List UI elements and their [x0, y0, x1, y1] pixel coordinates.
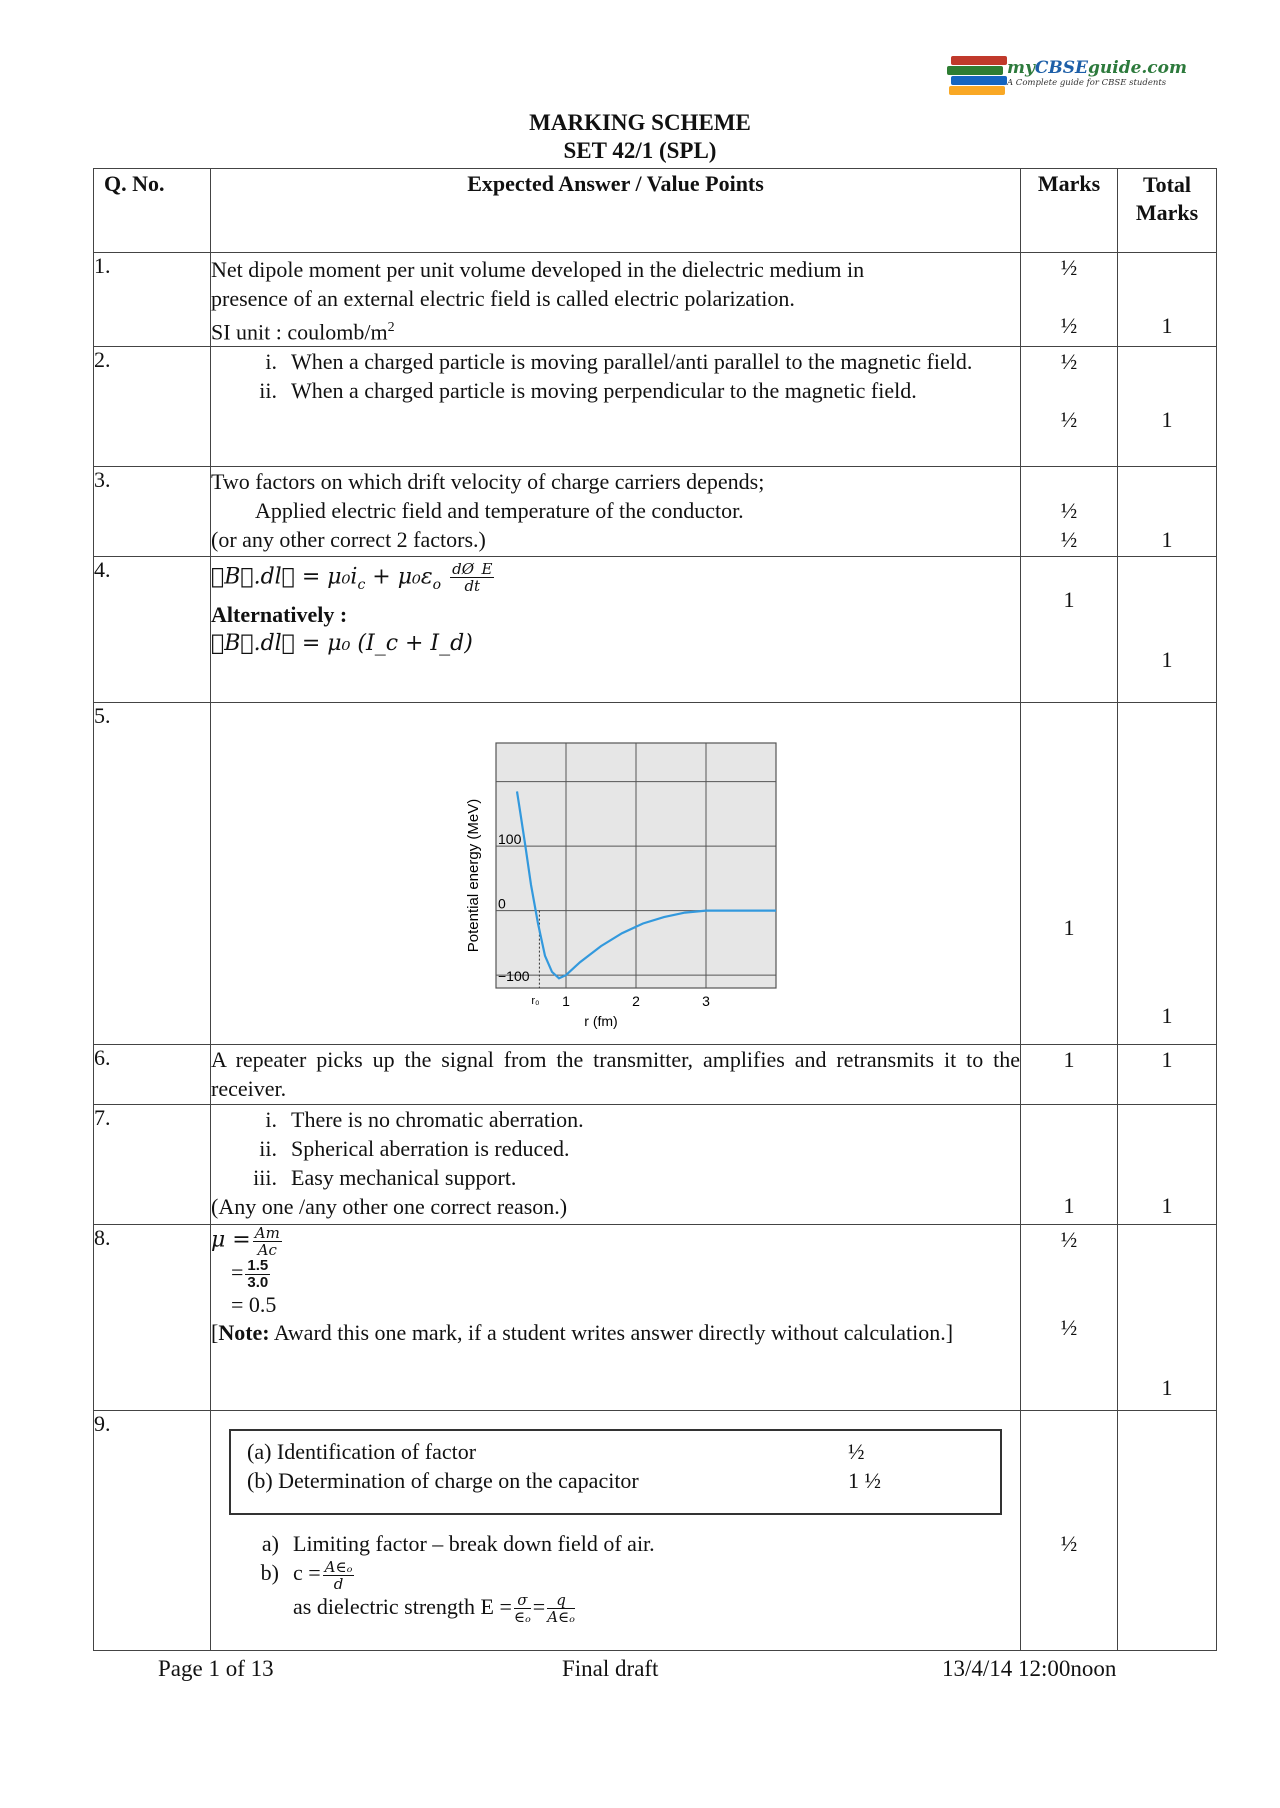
total-cell: 1 [1118, 1045, 1217, 1105]
answer-text: SI unit : coulomb/$m^2$ [211, 319, 395, 345]
marking-table [93, 168, 1217, 1651]
site-logo [945, 46, 1187, 100]
list-item: (b) Determination of charge on the capacitor 1 ½ [247, 1468, 881, 1494]
table-row [94, 467, 1217, 557]
books-icon [945, 48, 1003, 98]
answer-text: Two factors on which drift velocity of charge carriers depends; [211, 469, 765, 495]
list-item: i. There is no chromatic aberration. [265, 1107, 584, 1133]
potential-energy-chart [456, 723, 816, 1043]
y-tick-label: 100 [498, 831, 522, 848]
marks-cell: ½ ½ [1021, 253, 1118, 347]
question-number: 2. [94, 347, 211, 467]
total-cell: 1 [1118, 1225, 1217, 1411]
y-tick-label: −100 [498, 968, 530, 985]
alternatively-label: Alternatively : [211, 602, 348, 628]
answer-text: presence of an external electric field is called electric polarization. [211, 286, 795, 311]
logo-tagline: A Complete guide for CBSE students [1006, 78, 1167, 88]
header-total: Total Marks [1118, 169, 1217, 253]
answer-cell [211, 253, 1021, 347]
marks-cell: ½ ½ [1021, 467, 1118, 557]
dielectric-strength-formula: as dielectric strength E = $\frac{\sigma}{\text{∈ₒ}}$ = $\frac{q}{\text{A∈ₒ}}$ [293, 1591, 575, 1627]
list-item: iii. Easy mechanical support. [253, 1165, 517, 1191]
x-tick-label: 2 [632, 993, 640, 1010]
question-number: 7. [94, 1105, 211, 1225]
logo-brand: myCBSEguide.com [1006, 58, 1187, 78]
total-cell: 1 [1118, 467, 1217, 557]
total-cell [1118, 1411, 1217, 1651]
table-row [94, 703, 1217, 1045]
table-row [94, 1105, 1217, 1225]
y-tick-label: 0 [498, 895, 506, 912]
x-tick-label: 1 [562, 993, 570, 1010]
answer-cell [211, 1411, 1021, 1651]
total-cell: 1 [1118, 253, 1217, 347]
header-answer: Expected Answer / Value Points [211, 169, 1021, 253]
answer-cell [211, 557, 1021, 703]
marks-cell: 1 [1021, 1045, 1118, 1105]
marks-cell: ½ ½ [1021, 347, 1118, 467]
table-row [94, 1411, 1217, 1651]
list-item: b) c = $\frac{\text{A∈ₒ}}{d}$ [260, 1557, 353, 1593]
question-number: 4. [94, 557, 211, 703]
header-marks: Marks [1021, 169, 1118, 253]
question-number: 8. [94, 1225, 211, 1411]
answer-text: Applied electric field and temperature of the conductor. [255, 498, 744, 524]
marks-cell: ½ [1021, 1411, 1118, 1651]
total-cell: 1 [1118, 347, 1217, 467]
list-item: ii. When a charged particle is moving perpendicular to the magnetic field. [259, 378, 917, 404]
list-item: (a) Identification of factor ½ [247, 1439, 865, 1465]
draft-label: Final draft [562, 1656, 659, 1681]
answer-cell: A repeater picks up the signal from the transmitter, amplifies and retransmits it to the receiver. [211, 1045, 1021, 1105]
page-subtitle: SET 42/1 (SPL) [563, 138, 717, 163]
total-cell: 1 [1118, 1105, 1217, 1225]
x-tick-label: 3 [702, 993, 710, 1010]
answer-cell [211, 703, 1021, 1045]
answer-text: (or any other correct 2 factors.) [211, 527, 486, 553]
r0-label: r₀ [531, 995, 540, 1008]
table-row [94, 1225, 1217, 1411]
list-item: a) Limiting factor – break down field of air. [261, 1531, 655, 1557]
marks-cell: 1 [1021, 703, 1118, 1045]
x-axis-label: r (fm) [584, 1013, 618, 1030]
page-title: MARKING SCHEME [529, 110, 751, 135]
question-number: 9. [94, 1411, 211, 1651]
question-number: 6. [94, 1045, 211, 1105]
date-label: 13/4/14 12:00noon [942, 1656, 1117, 1681]
mu-formula: μ = $\frac{Am}{Ac}$ [211, 1224, 280, 1260]
table-row [94, 253, 1217, 347]
table-row [94, 557, 1217, 703]
mu-substitution: = $\frac{1.5}{3.0}$ [231, 1257, 269, 1292]
marking-split-box [229, 1429, 1002, 1515]
alternative-equation: ∮B⃗.dl⃗ = μ₀ (I_c + I_d) [211, 631, 473, 657]
header-qno: Q. No. [94, 169, 211, 253]
answer-cell [211, 1105, 1021, 1225]
page-number: Page 1 of 13 [158, 1656, 274, 1681]
ampere-maxwell-equation: ∮B⃗.dl⃗ = $\mu_0i_c + \mu_0\varepsilon_o$ $\frac{dØ\_E}{dt}$ [211, 560, 493, 596]
note-text: [Note: Award this one mark, if a student writes answer directly without calculation.] [211, 1320, 954, 1346]
total-cell: 1 [1118, 557, 1217, 703]
answer-cell [211, 347, 1021, 467]
answer-text: Net dipole moment per unit volume developed in the dielectric medium in [211, 257, 865, 282]
table-row [94, 347, 1217, 467]
table-row [94, 1045, 1217, 1105]
answer-text: (Any one /any other one correct reason.) [211, 1194, 568, 1220]
list-item: ii. Spherical aberration is reduced. [259, 1136, 570, 1162]
total-cell: 1 [1118, 703, 1217, 1045]
mu-result: = 0.5 [231, 1292, 277, 1318]
question-number: 3. [94, 467, 211, 557]
answer-cell [211, 467, 1021, 557]
marks-cell: 1 [1021, 557, 1118, 703]
question-number: 1. [94, 253, 211, 347]
header-row [94, 169, 1217, 253]
answer-cell [211, 1225, 1021, 1411]
marks-cell: 1 [1021, 1105, 1118, 1225]
question-number: 5. [94, 703, 211, 1045]
list-item: i. When a charged particle is moving parallel/anti parallel to the magnetic field. [265, 349, 973, 375]
y-axis-label: Potential energy (MeV) [465, 799, 482, 953]
marks-cell: ½ ½ [1021, 1225, 1118, 1411]
